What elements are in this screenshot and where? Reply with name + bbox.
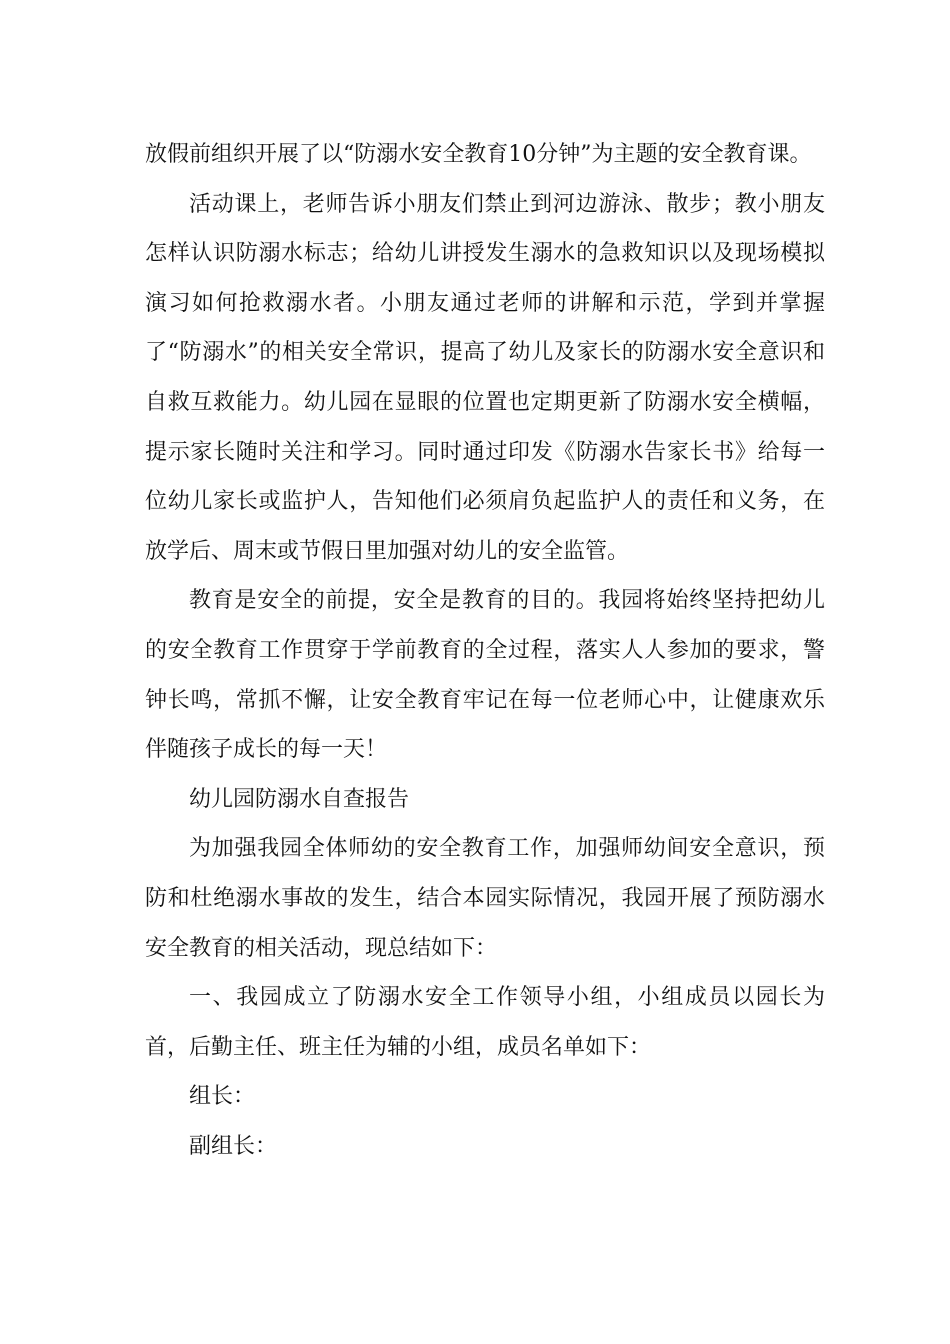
paragraph-activity-class: 活动课上，老师告诉小朋友们禁止到河边游泳、散步；教小朋友怎样认识防溺水标志；给幼儿讲授发生溺水的急救知识以及现场模拟演习如何抢救溺水者。小朋友通过老师的讲解和示范，学到并掌握了“防溺水”的相关安全常识，提高了幼儿及家长的防溺水安全意识和自救互救能力。幼儿园在显眼的位置也定期更新了防溺水安全横幅，提示家长随时关注和学习。同时通过印发《防溺水告家长书》给每一位幼儿家长或监护人，告知他们必须肩负起监护人的责任和义务，在放学后、周末或节假日里加强对幼儿的安全监管。 [145,191,825,564]
document-body [145,130,825,1171]
paragraph-leadership-group: 一、我园成立了防溺水安全工作领导小组，小组成员以园长为首，后勤主任、班主任为辅的小组，成员名单如下： [145,985,825,1060]
paragraph-report-intro: 为加强我园全体师幼的安全教育工作，加强师幼间安全意识，预防和杜绝溺水事故的发生，结合本园实际情况，我园开展了预防溺水安全教育的相关活动，现总结如下： [145,836,825,961]
field-group-leader: 组长： [189,1084,256,1110]
field-deputy-group-leader: 副组长： [189,1133,278,1159]
paragraph-education-safety: 教育是安全的前提，安全是教育的目的。我园将始终坚持把幼儿的安全教育工作贯穿于学前教育的全过程，落实人人参加的要求，警钟长鸣，常抓不懈，让安全教育牢记在每一位老师心中，让健康欢乐伴随孩子成长的每一天！ [145,588,825,763]
paragraph-continued-intro: 放假前组织开展了以“防溺水安全教育10分钟”为主题的安全教育课。 [145,142,812,167]
section-title-self-check-report: 幼儿园防溺水自查报告 [189,786,410,812]
